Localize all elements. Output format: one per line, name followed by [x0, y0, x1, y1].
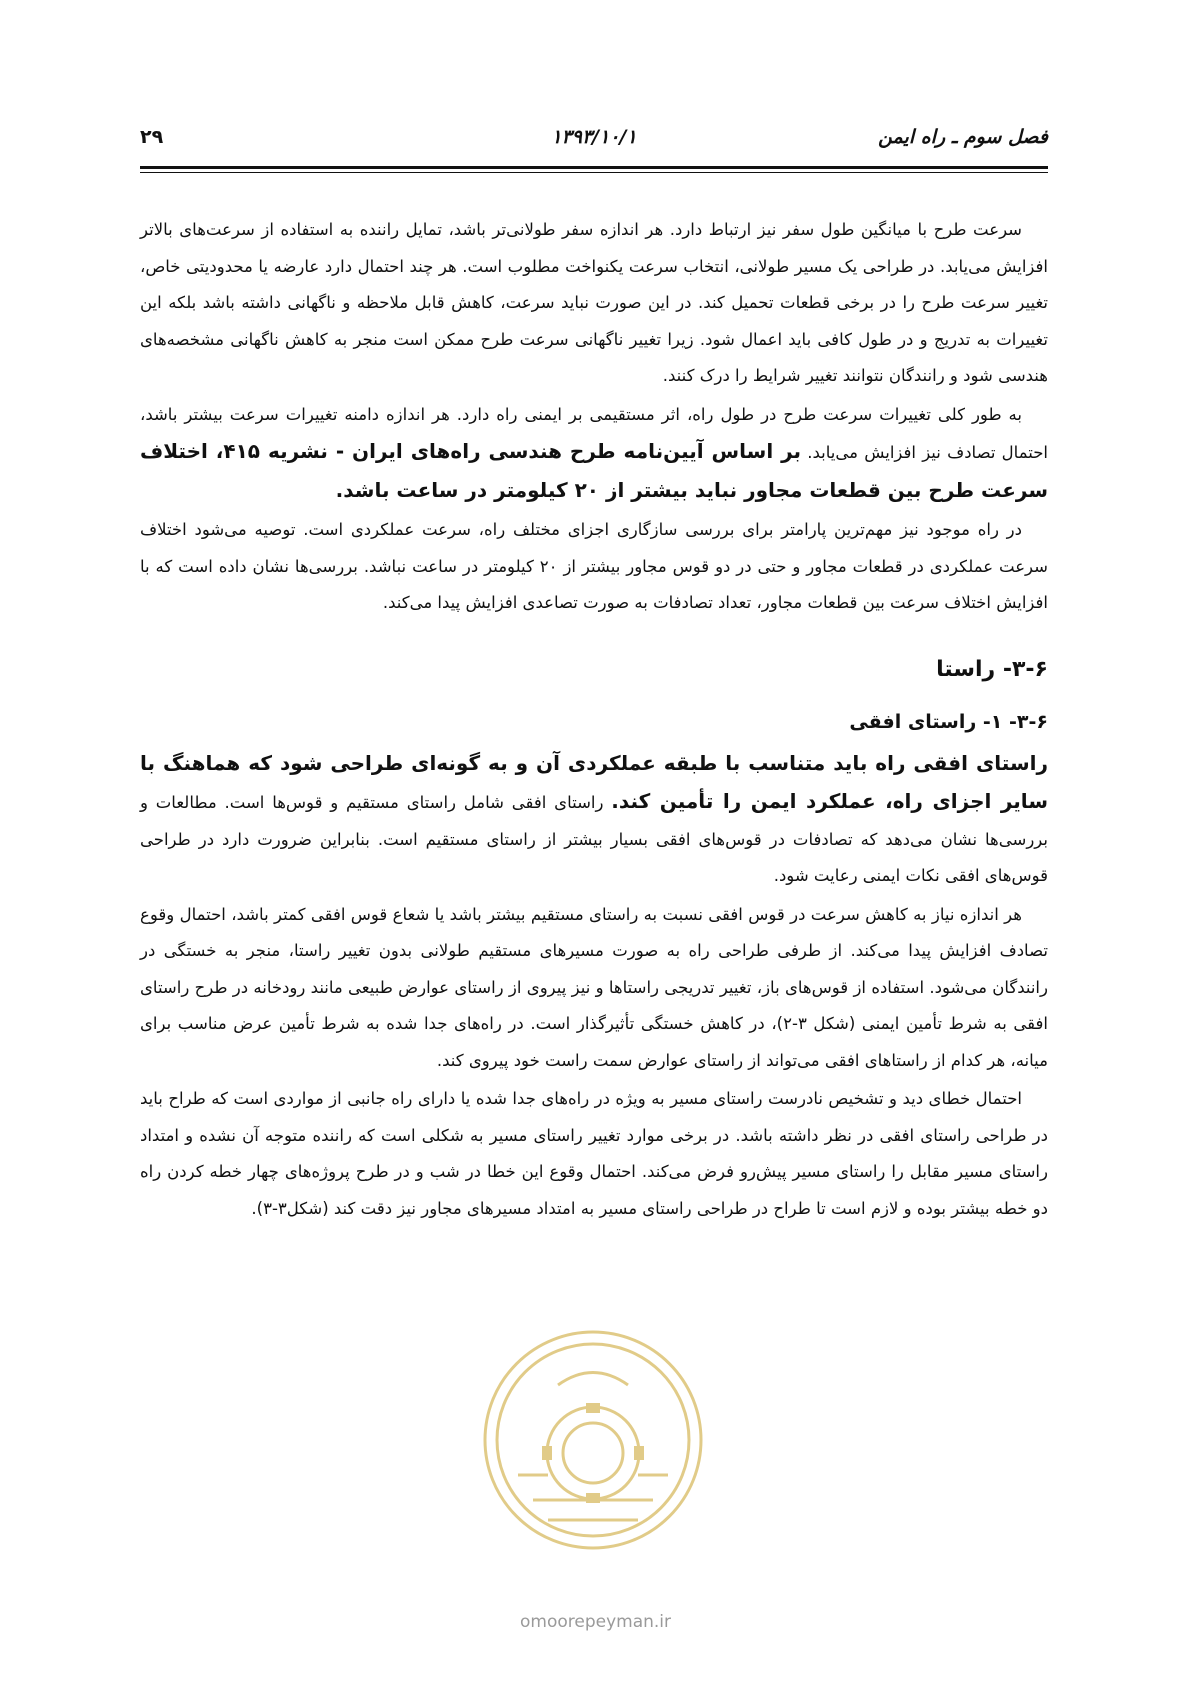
- page-number: ۲۹: [140, 126, 164, 148]
- watermark-seal-icon: [478, 1325, 708, 1555]
- header-rule-thick: [140, 166, 1048, 169]
- paragraph-horizontal-alignment: [140, 745, 1048, 895]
- paragraph-curve-speed: هر اندازه نیاز به کاهش سرعت در قوس افقی نسبت به راستای مستقیم بیشتر باشد یا شعاع قوس افقی کمتر باشد، احتمال وقوع تصادف افزایش پیدا می‌کند. از طرفی طراحی راه به صورت مسیرهای مستقیم طولانی بدون تغییر راستا، منجر به خستگی در رانندگان می‌شود. استفاده از قوس‌های باز، تغییر تدریجی راستاها و نیز پیروی از راستای عوارض طبیعی مانند رودخانه در طرح راستای افقی به شرط تأمین ایمنی (شکل ۳-۲)، در کاهش خستگی تأثیرگذار است. در راه‌های جدا شده به شرط تأمین عرض مناسب برای میانه، هر کدام از راستاهای افقی می‌تواند از راستای عوارض سمت راست خود پیروی کند.: [140, 904, 1048, 1070]
- paragraph-speed-variation: [140, 397, 1048, 511]
- paragraph-visual-error: احتمال خطای دید و تشخیص نادرست راستای مسیر به ویژه در راه‌های جدا شده یا دارای راه جانبی از مواردی است که طراح باید در طراحی راستای افقی در نظر داشته باشد. در برخی موارد تغییر راستای مسیر به شکلی است که راننده متوجه آن نشده و امتداد راستای مسیر مقابل را راستای مسیر پیش‌رو فرض می‌کند. احتمال وقوع این خطا در شب و در طرح پروژه‌های چهار خطه کردن راه دو خطه بیشتر بوده و لازم است تا طراح در طراحی راستای مسیر به امتداد مسیرهای مجاور نیز دقت کند (شکل۳-۳).: [140, 1089, 1048, 1218]
- horizontal-alignment-rule: راستای افقی راه باید متناسب با طبقه عملکردی آن و به گونه‌ای طراحی شود که هماهنگ با سایر اجزای راه، عملکرد ایمن را تأمین کند.: [140, 750, 1048, 813]
- page-header: [140, 126, 1048, 156]
- watermark-site: omoorepeyman.ir: [519, 1612, 672, 1632]
- body-text: [140, 212, 1048, 1229]
- subsection-heading-horizontal-alignment: ۳-۶- ۱- راستای افقی: [849, 711, 1048, 733]
- paragraph-horizontal-alignment-text: راستای افقی شامل راستای مستقیم و قوس‌ها است. مطالعات و بررسی‌ها نشان می‌دهد که تصادفات در قوس‌های افقی بسیار بیشتر از راستای مستقیم است. بنابراین ضرورت دارد در طراحی قوس‌های افقی نکات ایمنی رعایت شود.: [140, 793, 1048, 885]
- section-heading-alignment: ۳-۶- راستا: [936, 656, 1048, 682]
- speed-regulation-note: بر اساس آیین‌نامه طرح هندسی راه‌های ایران - نشریه ۴۱۵، اختلاف سرعت طرح بین قطعات مجاور نباید بیشتر از ۲۰ کیلومتر در ساعت باشد.: [140, 439, 1048, 502]
- paragraph-speed-variation-text: به طور کلی تغییرات سرعت طرح در طول راه، اثر مستقیمی بر ایمنی راه دارد. هر اندازه دامنه تغییرات سرعت بیشتر باشد، احتمال تصادف نیز افزایش می‌یابد.: [140, 404, 1048, 462]
- chapter-title: فصل سوم ـ راه ایمن: [878, 126, 1048, 148]
- paragraph-design-speed: سرعت طرح با میانگین طول سفر نیز ارتباط دارد. هر اندازه سفر طولانی‌تر باشد، تمایل راننده به استفاده از سرعت‌های بالاتر افزایش می‌یابد. در طراحی یک مسیر طولانی، انتخاب سرعت یکنواخت مطلوب است. هر چند احتمال دارد عارضه یا محدودیتی خاص، تغییر سرعت طرح را در برخی قطعات تحمیل کند. در این صورت نباید سرعت، کاهش قابل ملاحظه و ناگهانی داشته باشد بلکه این تغییرات به تدریج و در طول کافی باید اعمال شود. زیرا تغییر ناگهانی سرعت طرح ممکن است منجر به کاهش ناگهانی مشخصه‌های هندسی شود و رانندگان نتوانند تغییر شرایط را درک کنند.: [140, 220, 1048, 385]
- paragraph-operating-speed: در راه موجود نیز مهم‌ترین پارامتر برای بررسی سازگاری اجزای مختلف راه، سرعت عملکردی است. توصیه می‌شود اختلاف سرعت عملکردی در قطعات مجاور و حتی در دو قوس مجاور بیشتر از ۲۰ کیلومتر در ساعت نباشد. بررسی‌ها نشان داده است که با افزایش اختلاف سرعت بین قطعات مجاور، تعداد تصادفات به صورت تصاعدی افزایش پیدا می‌کند.: [140, 520, 1048, 612]
- header-rule-thin: [140, 172, 1048, 173]
- header-date: ۱۳۹۳/۱۰/۱: [551, 126, 637, 148]
